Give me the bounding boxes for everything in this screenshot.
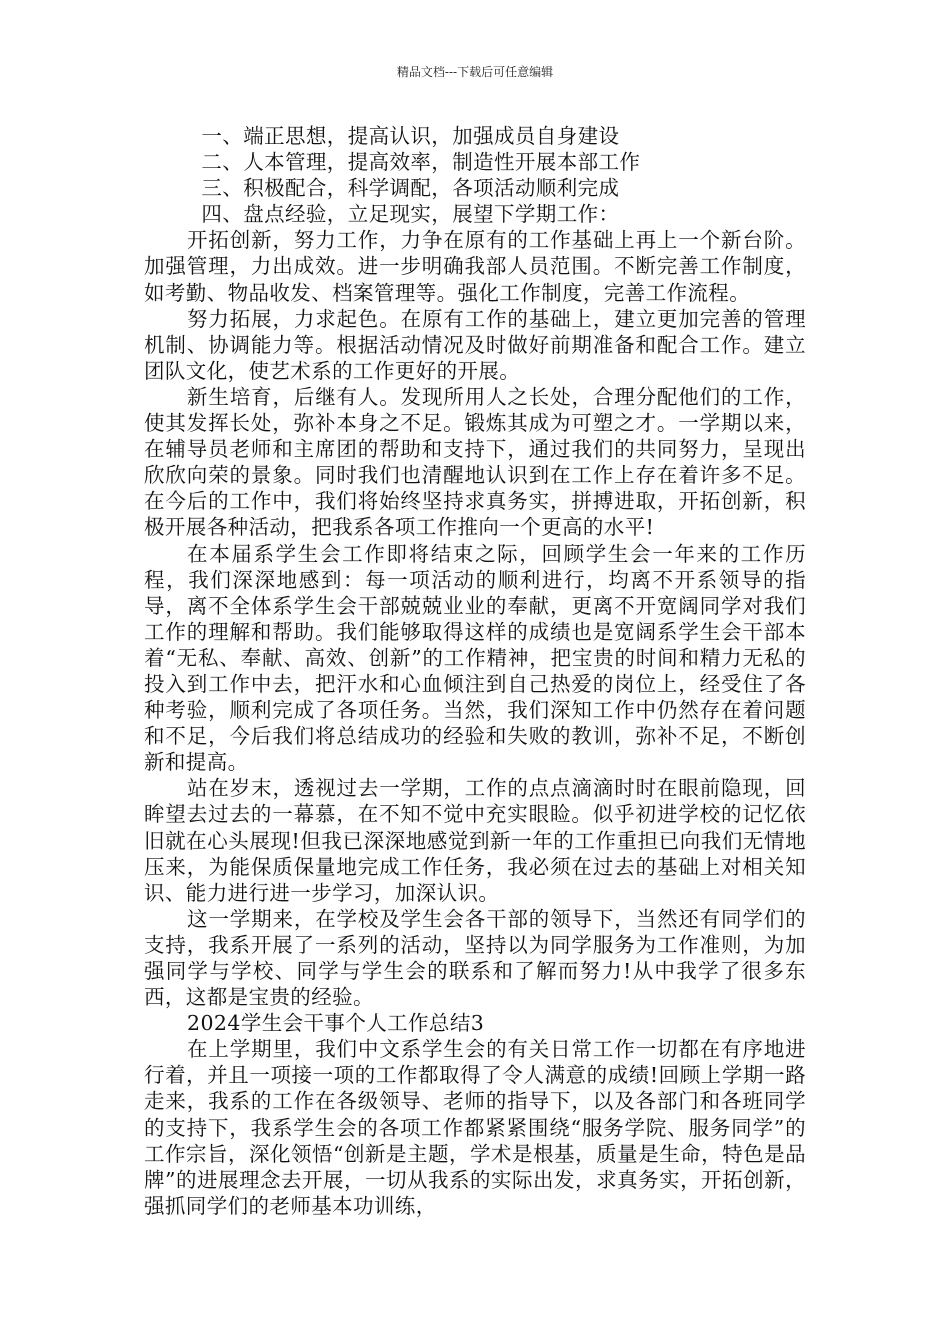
paragraph-1: 开拓创新，努力工作，力争在原有的工作基础上再上一个新台阶。加强管理，力出成效。进一步明确我部人员范围。不断完善工作制度，如考勤、物品收发、档案管理等。强化工作制度，完善工作流程。 [144,228,806,305]
paragraph-2: 努力拓展，力求起色。在原有工作的基础上，建立更加完善的管理机制、协调能力等。根据活动情况及时做好前期准备和配合工作。建立团队文化，使艺术系的工作更好的开展。 [144,306,806,383]
document-body [144,123,806,1219]
paragraph-4: 在本届系学生会工作即将结束之际，回顾学生会一年来的工作历程，我们深深地感到：每一项活动的顺利进行，均离不开系领导的指导，离不全体系学生会干部兢兢业业的奉献，更离不开宽阔同学对我们工作的理解和帮助。我们能够取得这样的成绩也是宽阔系学生会干部本着“无私、奉献、高效、创新”的工作精神，把宝贵的时间和精力无私的投入到工作中去，把汗水和心血倾注到自己热爱的岗位上，经受住了各种考验，顺利完成了各项任务。当然，我们深知工作中仍然存在着问题和不足，今后我们将总结成功的经验和失败的教训，弥补不足，不断创新和提高。 [144,541,806,775]
section-title: 2024学生会干事个人工作总结3 [187,1011,485,1036]
heading-4: 四、盘点经验，立足现实，展望下学期工作： [201,202,620,227]
paragraph-5: 站在岁末，透视过去一学期，工作的点点滴滴时时在眼前隐现，回眸望去过去的一幕慕，在不知不觉中充实眼睑。似乎初进学校的记忆依旧就在心头展现!但我已深深地感觉到新一年的工作重担已向我们无情地压来，为能保质保量地完成工作任务，我必须在过去的基础上对相关知识、能力进行进一步学习，加深认识。 [144,776,806,905]
page-header: 精品文档---下载后可任意编辑 [396,65,554,79]
paragraph-7: 在上学期里，我们中文系学生会的有关日常工作一切都在有序地进行着，并且一项接一项的工作都取得了令人满意的成绩!回顾上学期一路走来，我系的工作在各级领导、老师的指导下，以及各部门和各班同学的支持下，我系学生会的各项工作都紧紧围绕“服务学院、服务同学”的工作宗旨，深化领悟“创新是主题，学术是根基，质量是生命，特色是品牌”的进展理念去开展，一切从我系的实际出发，求真务实，开拓创新，强抓同学们的老师基本功训练， [144,1037,806,1218]
heading-2: 二、人本管理，提高效率，制造性开展本部工作 [201,150,641,175]
paragraph-6: 这一学期来，在学校及学生会各干部的领导下，当然还有同学们的支持，我系开展了一系列的活动，坚持以为同学服务为工作准则，为加强同学与学校、同学与学生会的联系和了解而努力!从中我学了很多东西，这都是宝贵的经验。 [144,906,806,1010]
paragraph-3: 新生培育，后继有人。发现所用人之长处，合理分配他们的工作，使其发挥长处，弥补本身之不足。锻炼其成为可塑之才。一学期以来，在辅导员老师和主席团的帮助和支持下，通过我们的共同努力，呈现出欣欣向荣的景象。同时我们也清醒地认识到在工作上存在着许多不足。在今后的工作中，我们将始终坚持求真务实，拼搏进取，开拓创新，积极开展各种活动，把我系各项工作推向一个更高的水平! [144,384,806,540]
heading-1: 一、端正思想，提高认识，加强成员自身建设 [201,124,620,148]
heading-3: 三、积极配合，科学调配，各项活动顺利完成 [201,176,620,201]
